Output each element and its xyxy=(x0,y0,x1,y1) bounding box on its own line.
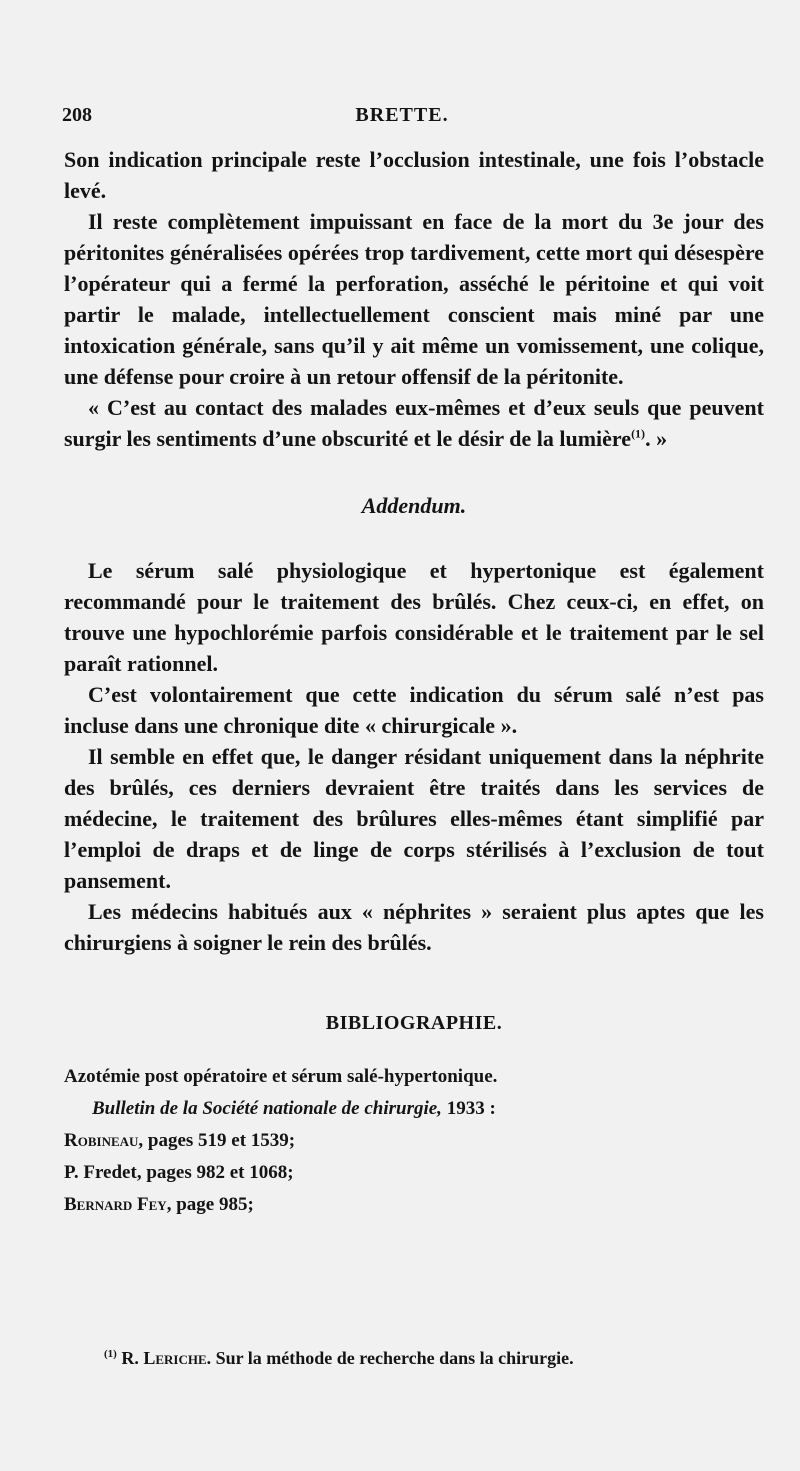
addendum-paragraph-2: C’est volontairement que cette indication du sérum salé n’est pas incluse dans une chronique dite « chirurgicale ». xyxy=(64,682,764,738)
addendum-paragraph-1: Le sérum salé physiologique et hypertonique est également recommandé pour le traitement des brûlés. Chez ceux-ci, en effet, on trouve une hypochlorémie parfois considérable et le traitement par le sel paraît rationnel. xyxy=(64,558,764,676)
paragraph-3-quote xyxy=(64,392,764,454)
page-number: 208 xyxy=(62,104,92,126)
bibliography-journal xyxy=(64,1093,764,1125)
addendum-paragraph-4: Les médecins habitués aux « néphrites » seraient plus aptes que les chirurgiens à soigner le rein des brûlés. xyxy=(64,899,764,955)
journal-name: Bulletin de la Société nationale de chirurgie, xyxy=(92,1098,442,1119)
ref-pages: , pages 982 et 1068; xyxy=(136,1162,294,1183)
running-head: BRETTE. xyxy=(355,104,449,126)
quote-end: . » xyxy=(645,426,668,451)
footnote xyxy=(104,1348,574,1369)
ref-author: P. Fredet xyxy=(64,1162,137,1183)
footnote-text: . Sur la méthode de recherche dans la chirurgie. xyxy=(206,1348,574,1368)
quote-text: « C’est au contact des malades eux-mêmes et d’eux seuls que peuvent surgir les sentiments d’une obscurité et le désir de la lumière xyxy=(64,395,764,451)
journal-year: 1933 : xyxy=(446,1098,496,1119)
bibliography-ref xyxy=(64,1189,764,1221)
bibliography-ref xyxy=(64,1157,764,1189)
paragraph-2: Il reste complètement impuissant en face de la mort du 3e jour des péritonites généralisées opérées trop tardivement, cette mort qui désespère l’opérateur qui a fermé la perforation, asséché le péritoine et qui voit partir le malade, intellectuellement conscient mais miné par une intoxication générale, sans qu’il y ait même un vomissement, une colique, une défense pour croire à un retour offensif de la péritonite. xyxy=(64,209,764,389)
footnote-author: R. Leriche xyxy=(121,1348,207,1368)
main-text xyxy=(64,144,764,1221)
ref-pages: , page 985; xyxy=(166,1194,254,1215)
bibliography xyxy=(64,1061,764,1221)
paragraph-1: Son indication principale reste l’occlusion intestinale, une fois l’obstacle levé. xyxy=(64,147,764,203)
bibliography-ref xyxy=(64,1125,764,1157)
addendum-title: Addendum. xyxy=(361,493,467,518)
bibliography-subject: Azotémie post opératoire et sérum salé-hypertonique. xyxy=(64,1066,498,1087)
footnote-marker: (1) xyxy=(104,1348,117,1360)
ref-pages: , pages 519 et 1539; xyxy=(138,1130,296,1151)
ref-author: Bernard Fey xyxy=(64,1194,167,1215)
bibliography-title: BIBLIOGRAPHIE. xyxy=(325,1012,503,1034)
addendum-paragraph-3: Il semble en effet que, le danger résidant uniquement dans la néphrite des brûlés, ces derniers devraient être traités dans les services de médecine, le traitement des brûlures elles-mêmes étant simplifié par l’emploi de draps et de linge de corps stérilisés à l’exclusion de tout pansement. xyxy=(64,744,764,893)
footnote-ref: (1) xyxy=(631,426,646,441)
ref-author: Robineau xyxy=(64,1130,139,1151)
page-header xyxy=(62,104,742,134)
